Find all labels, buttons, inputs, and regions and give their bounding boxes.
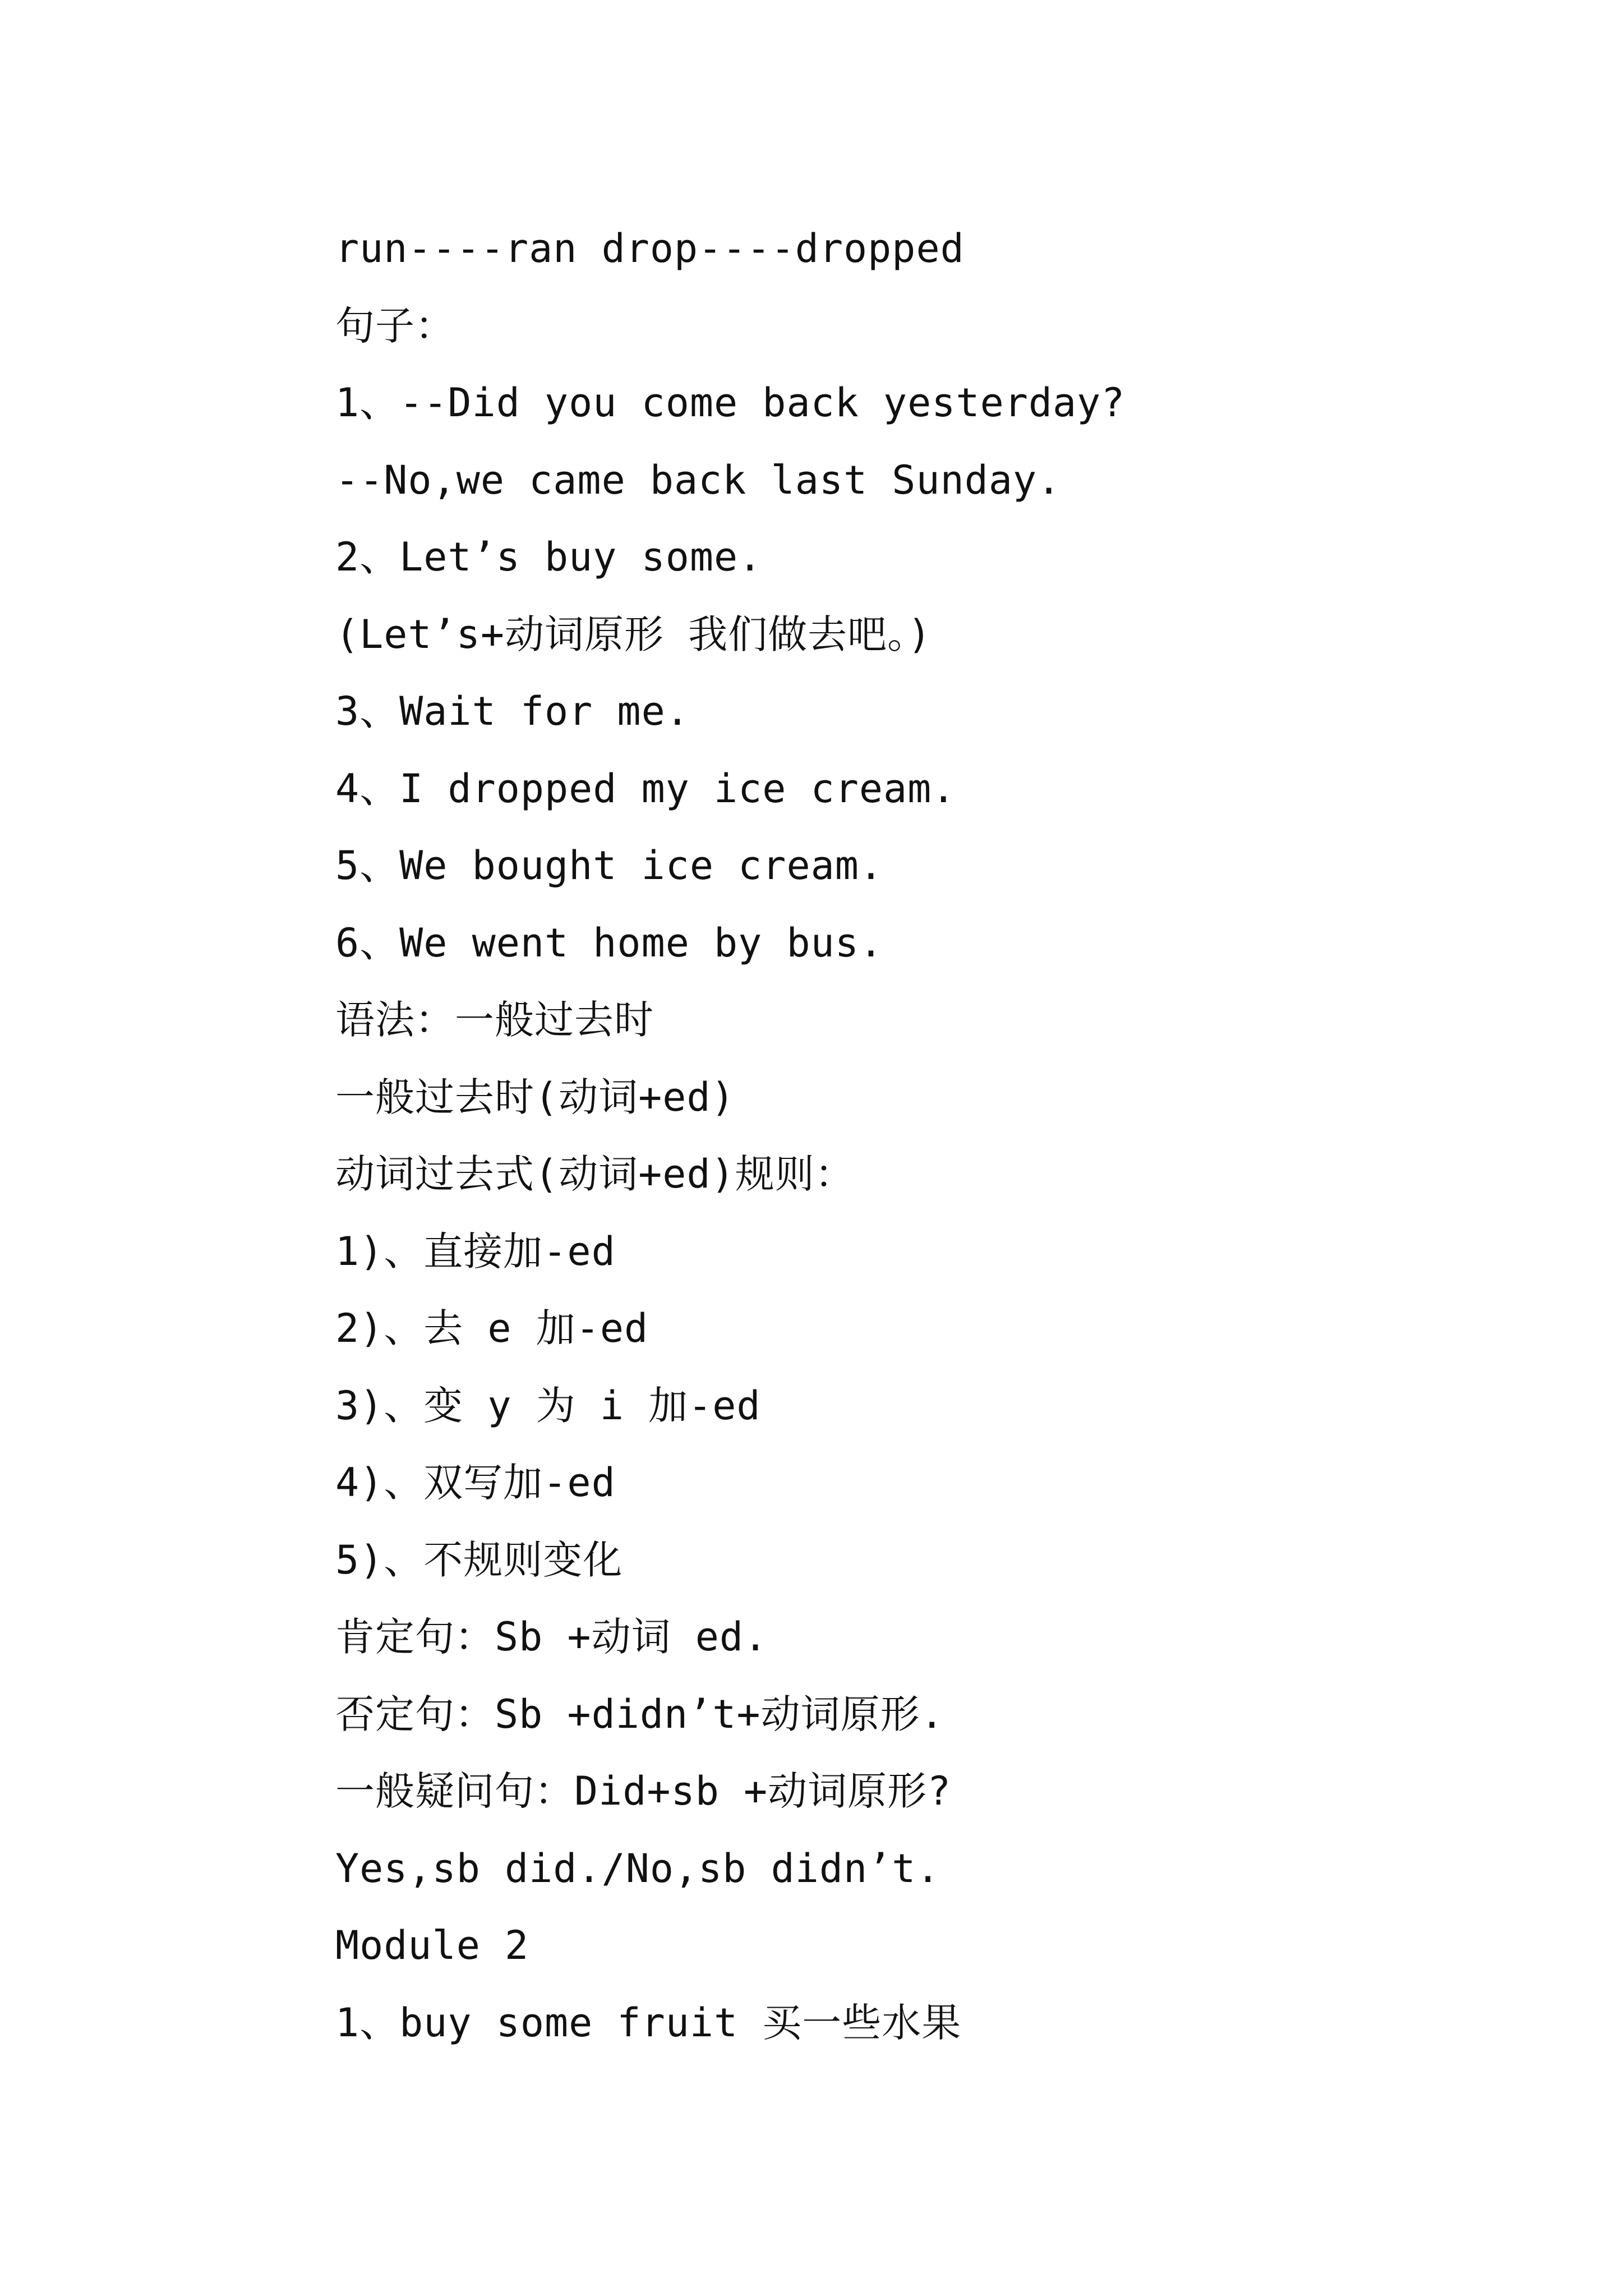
document-body bbox=[335, 210, 1457, 2062]
grammar-rules-heading: 动词过去式(动词+ed)规则： bbox=[335, 1151, 855, 1197]
sentence-1-question: 1、--Did you come back yesterday? bbox=[335, 380, 1126, 426]
sentence-2: 2、Let’s buy some. bbox=[335, 534, 763, 580]
sentence-5: 5、We bought ice cream. bbox=[335, 843, 884, 889]
general-question: 一般疑问句：Did+sb +动词原形? bbox=[335, 1768, 952, 1814]
sentence-1-answer: --No,we came back last Sunday. bbox=[335, 457, 1062, 503]
rule-2: 2)、去 e 加-ed bbox=[335, 1305, 649, 1351]
module-heading: Module 2 bbox=[335, 1922, 529, 1968]
rule-5: 5)、不规则变化 bbox=[335, 1536, 623, 1583]
rule-3: 3)、变 y 为 i 加-ed bbox=[335, 1382, 761, 1429]
sentence-4: 4、I dropped my ice cream. bbox=[335, 765, 956, 812]
rule-1: 1)、直接加-ed bbox=[335, 1228, 616, 1274]
sentence-2-note: (Let’s+动词原形 我们做去吧。) bbox=[335, 611, 932, 657]
affirmative-sentence: 肯定句：Sb +动词 ed. bbox=[335, 1614, 768, 1660]
question-answers: Yes,sb did./No,sb didn’t. bbox=[335, 1845, 940, 1892]
sentence-6: 6、We went home by bus. bbox=[335, 919, 884, 966]
negative-sentence: 否定句：Sb +didn’t+动词原形. bbox=[335, 1691, 944, 1737]
grammar-past-tense: 一般过去时(动词+ed) bbox=[335, 1074, 735, 1120]
heading-sentences: 句子： bbox=[335, 302, 455, 349]
module-item-1: 1、buy some fruit 买一些水果 bbox=[335, 1999, 962, 2046]
vocab-line-verb-forms: run----ran drop----dropped bbox=[335, 226, 965, 272]
heading-grammar: 语法：一般过去时 bbox=[335, 997, 654, 1043]
sentence-3: 3、Wait for me. bbox=[335, 688, 690, 734]
rule-4: 4)、双写加-ed bbox=[335, 1460, 616, 1506]
